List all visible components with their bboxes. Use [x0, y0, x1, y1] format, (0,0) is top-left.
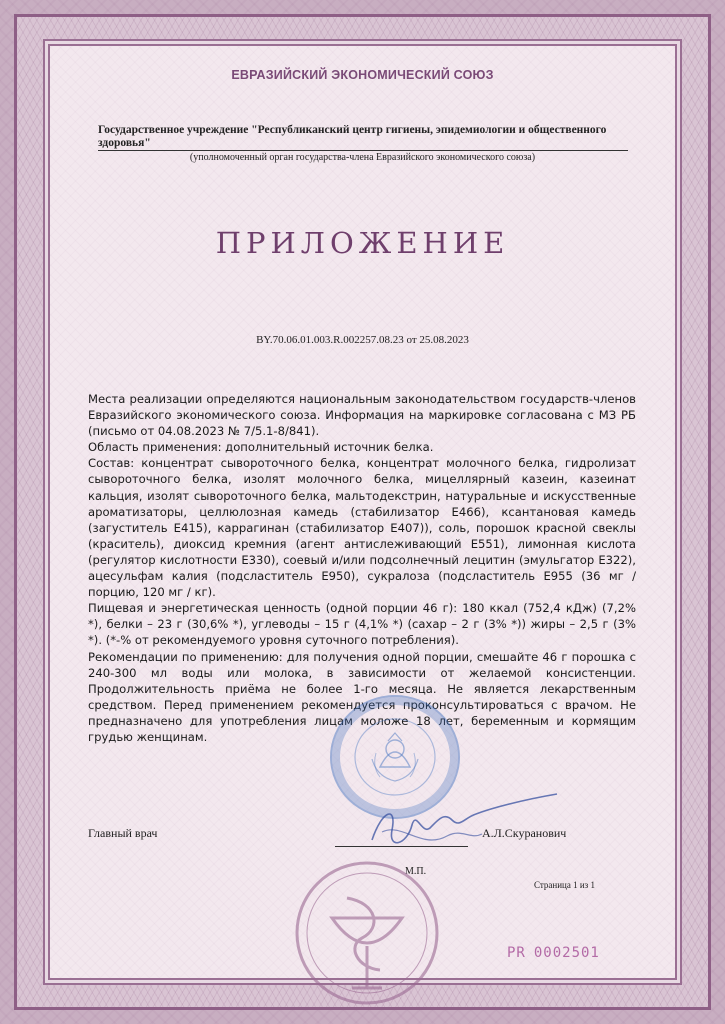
hygieia-emblem-icon	[292, 858, 442, 1008]
stamp-place-label: М.П.	[405, 866, 427, 877]
serial-digits: 0002501	[533, 945, 600, 961]
signature-icon	[352, 790, 572, 860]
body-paragraph-scope: Область применения: дополнительный источник белка.	[88, 440, 434, 455]
union-title: ЕВРАЗИЙСКИЙ ЭКОНОМИЧЕСКИЙ СОЮЗ	[231, 68, 494, 82]
serial-prefix: PR	[507, 945, 526, 961]
body-paragraph-composition: Состав: концентрат сывороточного белка, концентрат молочного белка, гидролизат сывороточного белка, изолят молочного белка, мицеллярный казеин, казеинат кальция, изолят сывороточного белка, мальтодекстрин, натуральные и искусственные ароматизаторы, целлюлозная камедь (стабилизатор Е466), ксантановая камедь (загуститель Е415), каррагинан (стабилизатор Е407)), соль, порошок красной свеклы (краситель), диоксид кремния (агент антислеживающий Е551), лимонная кислота (регулятор кислотности Е330), соевый и/или подсолнечный лецитин (эмульгатор Е322), ацесульфам калия (подсластитель Е950), сукралоза (подсластитель Е955 (36 мг / порцию, 120 мг / кг).	[88, 456, 636, 600]
chief-doctor-label: Главный врач	[88, 826, 158, 840]
registration-number: BY.70.06.01.003.R.002257.08.23 от 25.08.2023	[256, 334, 469, 346]
signature-line	[335, 846, 468, 847]
signatory-name: А.Л.Скуранович	[482, 826, 567, 840]
body-paragraph-recommendations: Рекомендации по применению: для получения одной порции, смешайте 46 г порошка с 240-300 мл воды или молока, в зависимости от желаемой консистенции. Продолжительность приёма не более 1-го месяца. Не является лекарственным средством. Перед применением рекомендуется проконсультироваться с врачом. Не предназначено для употребления лицам моложе 18 лет, беременным и кормящим грудью женщинам.	[88, 649, 636, 744]
organization-underline	[98, 150, 628, 151]
body-paragraph-nutrition: Пищевая и энергетическая ценность (одной порции 46 г): 180 ккал (752,4 кДж) (7,2% *), белки – 23 г (30,6% *), углеводы – 15 г (4,1% *) (сахар – 2 г (3% *)) жиры – 2,5 г (3% *). (*-% от рекомендуемого уровня суточного потребления).	[88, 601, 636, 648]
page-number: Страница 1 из 1	[534, 880, 595, 890]
body-paragraph-places: Места реализации определяются национальным законодательством государств-членов Евразийского экономического союза. Информация на маркировке согласована с МЗ РБ (письмо от 04.08.2023 № 7/5.1-8/841).	[88, 392, 636, 439]
organization-name: Государственное учреждение "Республиканский центр гигиены, эпидемиологии и общественного здоровья"	[98, 124, 607, 149]
document-body	[88, 391, 636, 745]
organization-note: (уполномоченный орган государства-члена Евразийского экономического союза)	[189, 152, 536, 163]
form-serial-number	[507, 945, 600, 961]
document-heading: ПРИЛОЖЕНИЕ	[215, 226, 510, 260]
